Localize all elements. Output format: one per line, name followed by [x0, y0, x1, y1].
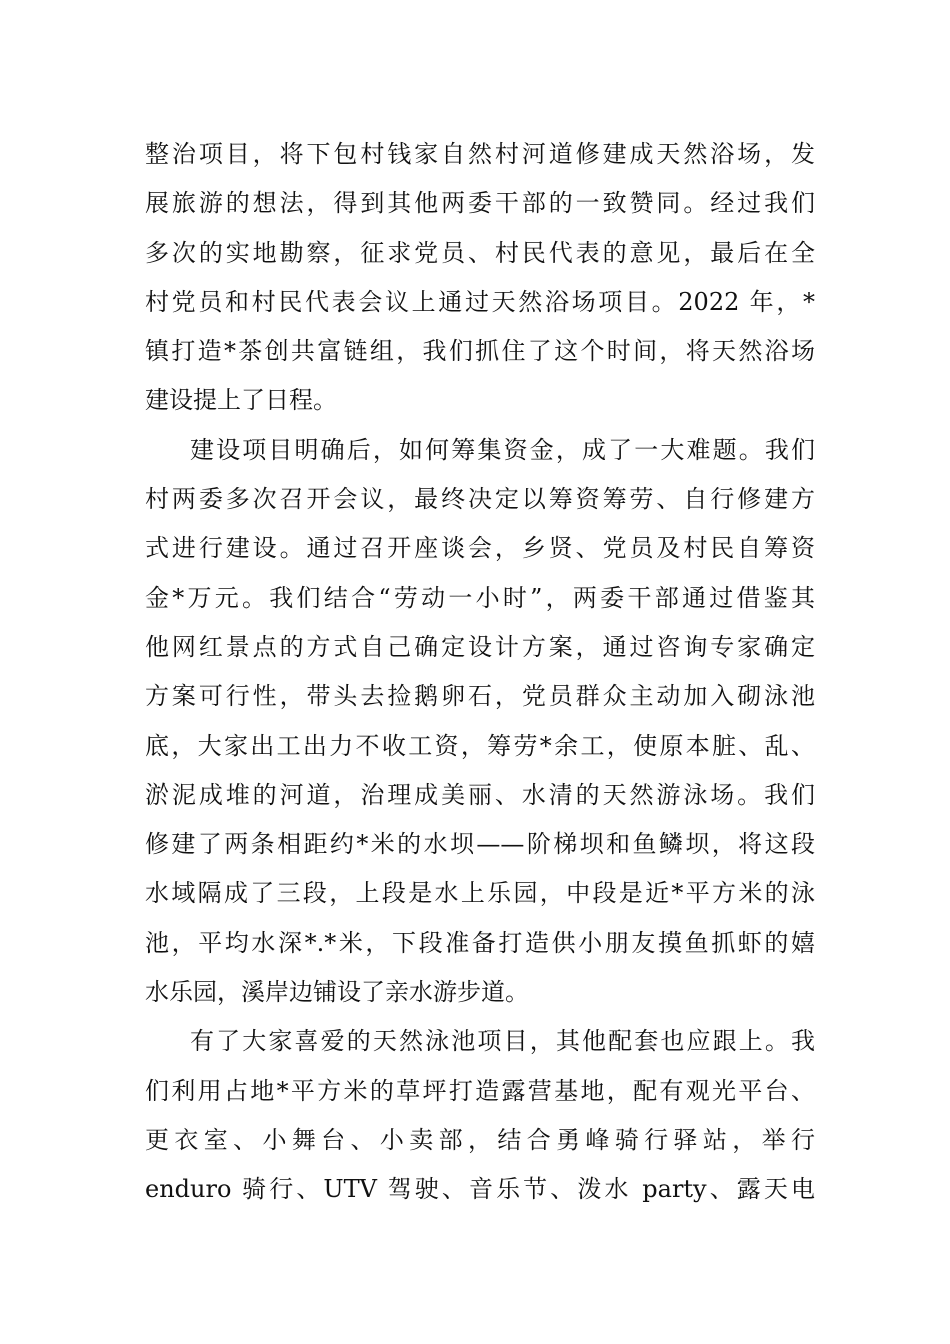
paragraph-3-line-1: 有了大家喜爱的天然泳池项目，其他配套也应跟上。我: [190, 1027, 815, 1056]
paragraph-2-line-2: 村两委多次召开会议，最终决定以筹资筹劳、自行修建方: [145, 485, 815, 514]
paragraph-2-line-7: 底，大家出工出力不收工资，筹劳*余工，使原本脏、乱、: [145, 731, 815, 760]
paragraph-2-line-3: 式进行建设。通过召开座谈会，乡贤、党员及村民自筹资: [145, 534, 815, 563]
paragraph-2-line-12: 水乐园，溪岸边铺设了亲水游步道。: [145, 978, 529, 1007]
paragraph-2-line-8: 淤泥成堆的河道，治理成美丽、水清的天然游泳场。我们: [145, 780, 815, 809]
paragraph-2-line-5: 他网红景点的方式自己确定设计方案，通过咨询专家确定: [145, 632, 815, 661]
paragraph-2-line-6: 方案可行性，带头去捡鹅卵石，党员群众主动加入砌泳池: [145, 682, 815, 711]
paragraph-1-line-4: 村党员和村民代表会议上通过天然浴场项目。2022 年，*: [145, 287, 815, 316]
paragraph-2-line-10: 水域隔成了三段，上段是水上乐园，中段是近*平方米的泳: [145, 879, 815, 908]
paragraph-1-line-2: 展旅游的想法，得到其他两委干部的一致赞同。经过我们: [145, 189, 815, 218]
paragraph-2-line-4: 金*万元。我们结合“劳动一小时”，两委干部通过借鉴其: [145, 583, 815, 612]
paragraph-2-line-1: 建设项目明确后，如何筹集资金，成了一大难题。我们: [190, 435, 815, 464]
paragraph-2-line-9: 修建了两条相距约*米的水坝——阶梯坝和鱼鳞坝，将这段: [145, 830, 815, 859]
paragraph-2-line-11: 池，平均水深*.*米，下段准备打造供小朋友摸鱼抓虾的嬉: [145, 928, 815, 957]
paragraph-1-line-6: 建设提上了日程。: [145, 386, 337, 415]
paragraph-3-line-3: 更衣室、小舞台、小卖部，结合勇峰骑行驿站，举行: [145, 1125, 815, 1154]
paragraph-1-line-1: 整治项目，将下包村钱家自然村河道修建成天然浴场，发: [145, 140, 815, 168]
paragraph-1-line-3: 多次的实地勘察，征求党员、村民代表的意见，最后在全: [145, 238, 815, 267]
paragraph-1-line-5: 镇打造*茶创共富链组，我们抓住了这个时间，将天然浴场: [145, 337, 815, 366]
paragraph-3-line-4: enduro 骑行、UTV 驾驶、音乐节、泼水 party、露天电: [145, 1175, 815, 1204]
document-body: [145, 130, 815, 1215]
paragraph-3-line-2: 们利用占地*平方米的草坪打造露营基地，配有观光平台、: [145, 1076, 815, 1105]
